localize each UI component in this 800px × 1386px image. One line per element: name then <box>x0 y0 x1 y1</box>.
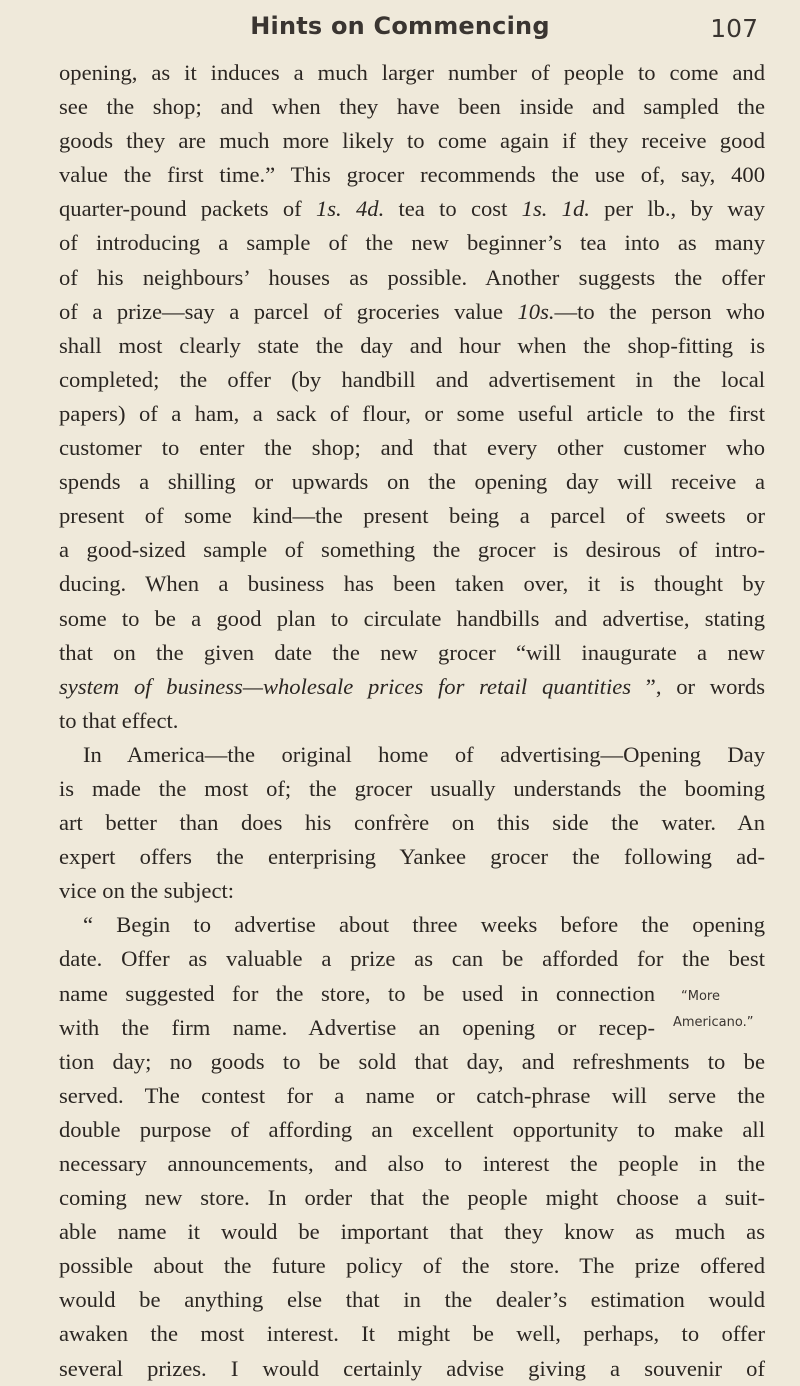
text-line: possible about the future policy of the store. The prize offered <box>59 1253 765 1279</box>
text-line: to that effect. <box>59 707 179 733</box>
text-line: tion day; no goods to be sold that day, and refreshments to be <box>59 1048 765 1074</box>
text-run: of a prize—say a parcel of groceries value <box>59 298 518 324</box>
text-line: of his neighbours’ houses as possible. Another suggests the offer <box>59 264 765 290</box>
text-run: ”, or words <box>631 673 765 699</box>
text-line: art better than does his confrère on this side the water. An <box>59 810 765 836</box>
text-line: name suggested for the store, to be used in connection <box>59 980 655 1006</box>
text-line: date. Offer as valuable a prize as can be afforded for the best <box>59 946 765 972</box>
text-line: vice on the subject: <box>59 878 235 904</box>
text-line: “ Begin to advertise about three weeks before the opening <box>83 912 765 938</box>
text-line: a good-sized sample of something the grocer is desirous of intro- <box>59 537 765 563</box>
text-line: of introducing a sample of the new beginner’s tea into as many <box>59 230 765 256</box>
text-line: completed; the offer (by handbill and advertisement in the local <box>59 366 765 392</box>
text-run: per lb., by way <box>589 196 765 222</box>
text-line: opening, as it induces a much larger number of people to come and <box>59 60 765 85</box>
text-line: value the first time.” This grocer recommends the use of, say, 400 <box>59 162 765 188</box>
italic-run: 1s. 1d. <box>521 196 590 222</box>
sidenote-line: Americano.” <box>673 1015 754 1030</box>
text-line: customer to enter the shop; and that every other customer who <box>59 435 765 461</box>
text-line: spends a shilling or upwards on the opening day will receive a <box>59 469 765 495</box>
text-line: some to be a good plan to circulate handbills and advertise, stating <box>59 605 765 631</box>
text-line: that on the given date the new grocer “will inaugurate a new <box>59 639 765 665</box>
text-line: In America—the original home of advertising—Opening Day <box>83 741 765 767</box>
text-line: shall most clearly state the day and hour when the shop-fitting is <box>59 332 765 358</box>
italic-run: 1s. 4d. <box>315 196 385 222</box>
text-run: tea to cost <box>384 196 522 222</box>
text-run: quarter-pound packets of <box>59 196 316 222</box>
body-text <box>59 56 765 1386</box>
text-line: would be anything else that in the dealer’s estimation would <box>59 1287 765 1313</box>
text-line: goods they are much more likely to come again if they receive good <box>59 128 765 154</box>
text-line: double purpose of affording an excellent opportunity to make all <box>59 1116 765 1142</box>
sidenote-line: “More <box>681 989 720 1004</box>
page-number: 107 <box>710 14 758 43</box>
text-line: is made the most of; the grocer usually understands the booming <box>59 775 765 801</box>
italic-run: 10s. <box>517 298 555 324</box>
text-line: necessary announcements, and also to interest the people in the <box>59 1151 765 1176</box>
text-line <box>59 295 765 329</box>
running-head <box>0 8 800 48</box>
text-run: —to the person who <box>554 298 765 324</box>
margin-sidenote <box>673 984 783 1036</box>
text-line: see the shop; and when they have been inside and sampled the <box>59 94 765 120</box>
italic-run: system of business—wholesale prices for retail quantities <box>59 673 632 699</box>
text-line: awaken the most interest. It might be well, perhaps, to offer <box>59 1321 765 1347</box>
running-title: Hints on Commencing <box>250 12 550 40</box>
text-line: able name it would be important that they know as much as <box>59 1219 765 1245</box>
text-line: with the firm name. Advertise an opening or recep- <box>59 1014 655 1040</box>
text-line: expert offers the enterprising Yankee grocer the following ad- <box>59 844 765 870</box>
text-line: coming new store. In order that the people might choose a suit- <box>59 1185 765 1211</box>
text-line: several prizes. I would certainly advise giving a souvenir of <box>59 1355 765 1381</box>
text-line: served. The contest for a name or catch-phrase will serve the <box>59 1082 765 1108</box>
text-line <box>59 670 765 704</box>
text-line: present of some kind—the present being a parcel of sweets or <box>59 503 765 529</box>
text-line <box>59 192 765 226</box>
text-line: papers) of a ham, a sack of flour, or some useful article to the first <box>59 400 765 426</box>
text-line: ducing. When a business has been taken over, it is thought by <box>59 571 765 597</box>
